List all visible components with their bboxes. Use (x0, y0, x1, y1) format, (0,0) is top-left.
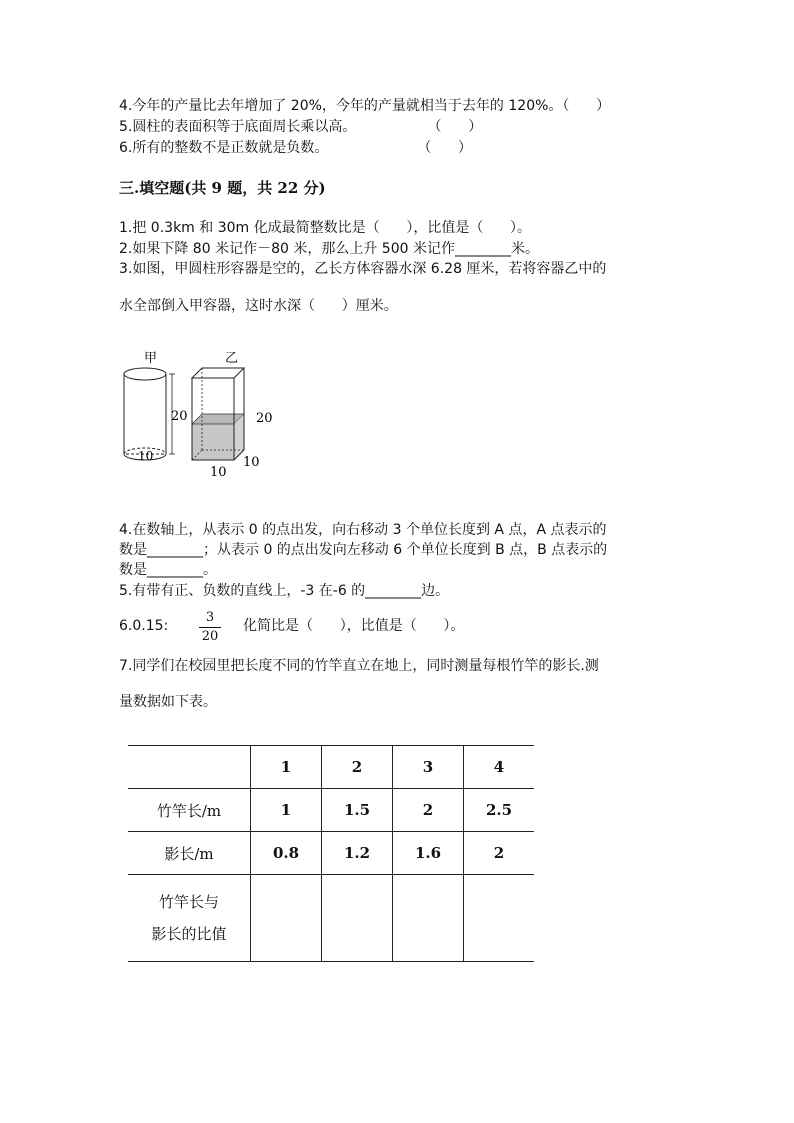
table-cell: 1.2 (322, 832, 393, 875)
row-label-ratio-line-1: 竹竿长与 (158, 893, 219, 911)
table-cell: 0.8 (251, 832, 322, 875)
fraction-denominator: 20 (201, 629, 219, 644)
bamboo-shadow-table (128, 745, 534, 962)
table-cell: 1 (251, 789, 322, 832)
table-row (128, 789, 534, 832)
judgement-item-4: 4.今年的产量比去年增加了 20%，今年的产量就相当于去年的 120%。（ ） (119, 98, 611, 114)
box-height-label: 20 (256, 411, 273, 426)
box-width-label: 10 (210, 465, 227, 478)
table-cell: 1 (251, 746, 322, 789)
box-top (192, 368, 244, 378)
label-jia: 甲 (144, 351, 158, 366)
answer-cell[interactable] (393, 875, 464, 962)
table-row (128, 832, 534, 875)
table-row (128, 746, 534, 789)
question-3-line-1: 3.如图，甲圆柱形容器是空的，乙长方体容器水深 6.28 厘米，若将容器乙中的 (119, 261, 607, 277)
table-cell: 2 (393, 789, 464, 832)
question-2: 2.如果下降 80 米记作－80 米，那么上升 500 米记作________米。 (119, 241, 539, 257)
question-4-line-1: 4.在数轴上，从表示 0 的点出发，向右移动 3 个单位长度到 A 点，A 点表示的 (119, 522, 607, 538)
question-5: 5.有带有正、负数的直线上，-3 在-6 的________边。 (119, 583, 450, 599)
table-row (128, 875, 534, 962)
answer-cell[interactable] (464, 875, 535, 962)
question-7-line-2: 量数据如下表。 (119, 694, 217, 710)
fraction-bar (199, 627, 221, 628)
judgement-item-5: 5.圆柱的表面积等于底面周长乘以高。 （ ） (119, 119, 483, 135)
table-cell: 2 (464, 832, 535, 875)
table-cell (128, 746, 251, 789)
cylinder-height-label: 20 (171, 409, 188, 424)
table-cell: 1.6 (393, 832, 464, 875)
question-7-line-1: 7.同学们在校园里把长度不同的竹竿直立在地上，同时测量每根竹竿的影长.测 (119, 658, 599, 674)
question-3-line-2: 水全部倒入甲容器，这时水深（ ）厘米。 (119, 298, 398, 314)
question-4-line-2: 数是________；从表示 0 的点出发向左移动 6 个单位长度到 B 点，B 点表示的 (119, 542, 608, 558)
question-6-suffix: 化简比是（ ），比值是（ ）。 (243, 618, 465, 634)
row-label-shadow: 影长/m (128, 832, 251, 875)
question-4-line-3: 数是________。 (119, 562, 217, 578)
box-depth-label: 10 (243, 455, 260, 470)
row-label-ratio-line-2: 影长的比值 (151, 925, 227, 943)
cylinder-diameter-label: 10 (138, 449, 154, 463)
table-cell: 3 (393, 746, 464, 789)
question-1: 1.把 0.3km 和 30m 化成最简整数比是（ ），比值是（ ）。 (119, 220, 532, 236)
judgement-item-6: 6.所有的整数不是正数就是负数。 （ ） (119, 140, 473, 156)
row-label-length: 竹竿长/m (128, 789, 251, 832)
label-yi: 乙 (225, 351, 239, 366)
fraction-numerator: 3 (205, 610, 215, 625)
water-front (192, 424, 234, 460)
table-cell: 2 (322, 746, 393, 789)
cylinder-top (124, 368, 166, 380)
table-cell: 2.5 (464, 789, 535, 832)
section-heading: 三.填空题(共 9 题，共 22 分) (119, 179, 326, 197)
table-cell: 1.5 (322, 789, 393, 832)
question-6-fraction (199, 610, 221, 645)
container-figure (112, 348, 292, 478)
question-6-prefix: 6.0.15: (119, 618, 169, 634)
answer-cell[interactable] (322, 875, 393, 962)
row-label-ratio (128, 875, 251, 962)
answer-cell[interactable] (251, 875, 322, 962)
table-cell: 4 (464, 746, 535, 789)
